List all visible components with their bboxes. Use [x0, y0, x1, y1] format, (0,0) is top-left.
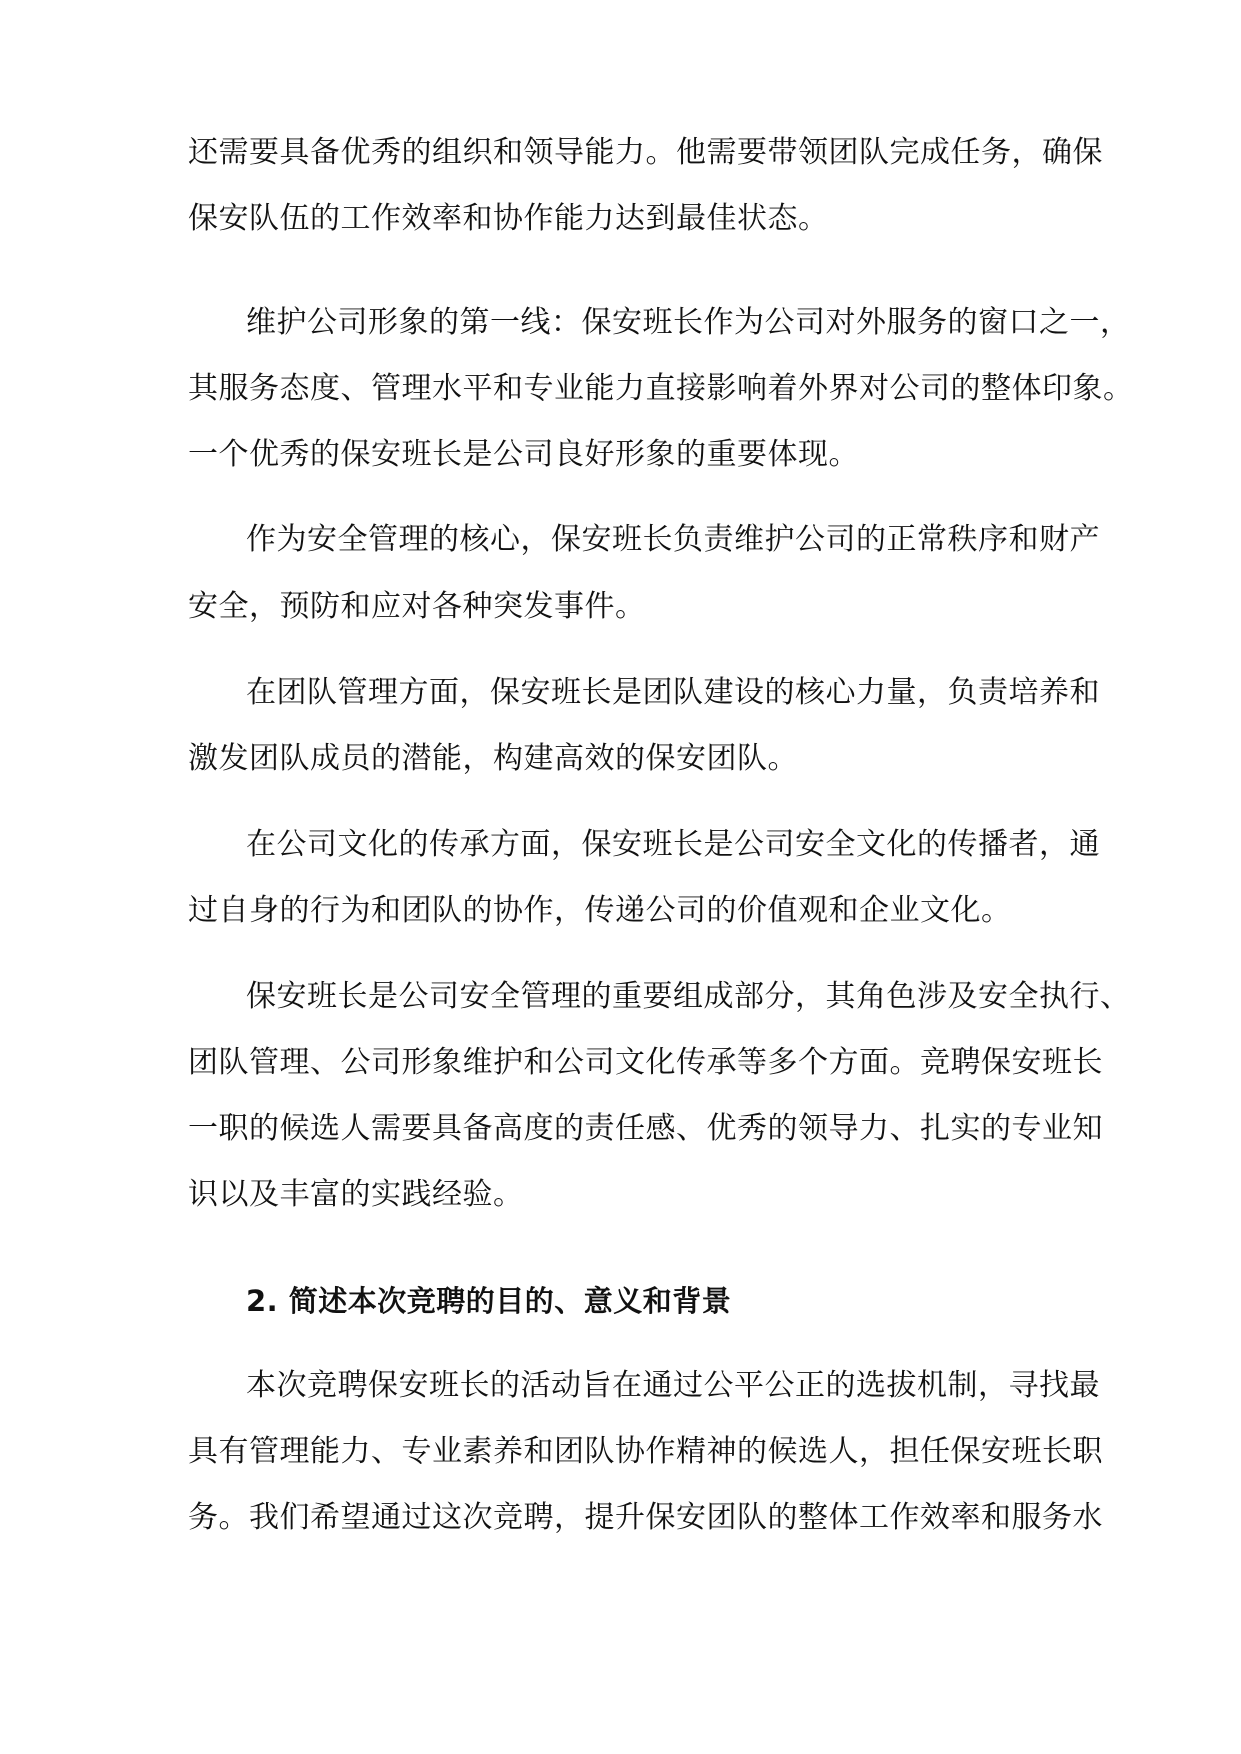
paragraph-line: 在团队管理方面，保安班长是团队建设的核心力量，负责培养和 — [246, 675, 1100, 710]
paragraph-line: 保安班长是公司安全管理的重要组成部分，其角色涉及安全执行、 — [246, 979, 1131, 1014]
paragraph-line: 团队管理、公司形象维护和公司文化传承等多个方面。竞聘保安班长 — [188, 1045, 1103, 1080]
paragraph-line: 激发团队成员的潜能，构建高效的保安团队。 — [188, 741, 798, 776]
paragraph-line: 保安队伍的工作效率和协作能力达到最佳状态。 — [188, 201, 829, 236]
paragraph-line: 一个优秀的保安班长是公司良好形象的重要体现。 — [188, 437, 859, 472]
paragraph-line: 过自身的行为和团队的协作，传递公司的价值观和企业文化。 — [188, 893, 1012, 928]
paragraph-line: 一职的候选人需要具备高度的责任感、优秀的领导力、扎实的专业知 — [188, 1111, 1103, 1146]
paragraph-line: 务。我们希望通过这次竞聘，提升保安团队的整体工作效率和服务水 — [188, 1500, 1103, 1535]
paragraph-line: 安全，预防和应对各种突发事件。 — [188, 589, 646, 624]
paragraph-line: 作为安全管理的核心，保安班长负责维护公司的正常秩序和财产 — [246, 522, 1100, 557]
paragraph-line: 还需要具备优秀的组织和领导能力。他需要带领团队完成任务，确保 — [188, 135, 1103, 170]
paragraph-line: 在公司文化的传承方面，保安班长是公司安全文化的传播者，通 — [246, 827, 1100, 862]
paragraph-line: 识以及丰富的实践经验。 — [188, 1177, 524, 1212]
paragraph-line: 维护公司形象的第一线：保安班长作为公司对外服务的窗口之一， — [246, 305, 1131, 340]
paragraph-line: 本次竞聘保安班长的活动旨在通过公平公正的选拔机制，寻找最 — [246, 1368, 1100, 1403]
section-heading: 2. 简述本次竞聘的目的、意义和背景 — [246, 1284, 732, 1318]
paragraph-line: 其服务态度、管理水平和专业能力直接影响着外界对公司的整体印象。 — [188, 371, 1134, 406]
paragraph-line: 具有管理能力、专业素养和团队协作精神的候选人，担任保安班长职 — [188, 1434, 1103, 1469]
